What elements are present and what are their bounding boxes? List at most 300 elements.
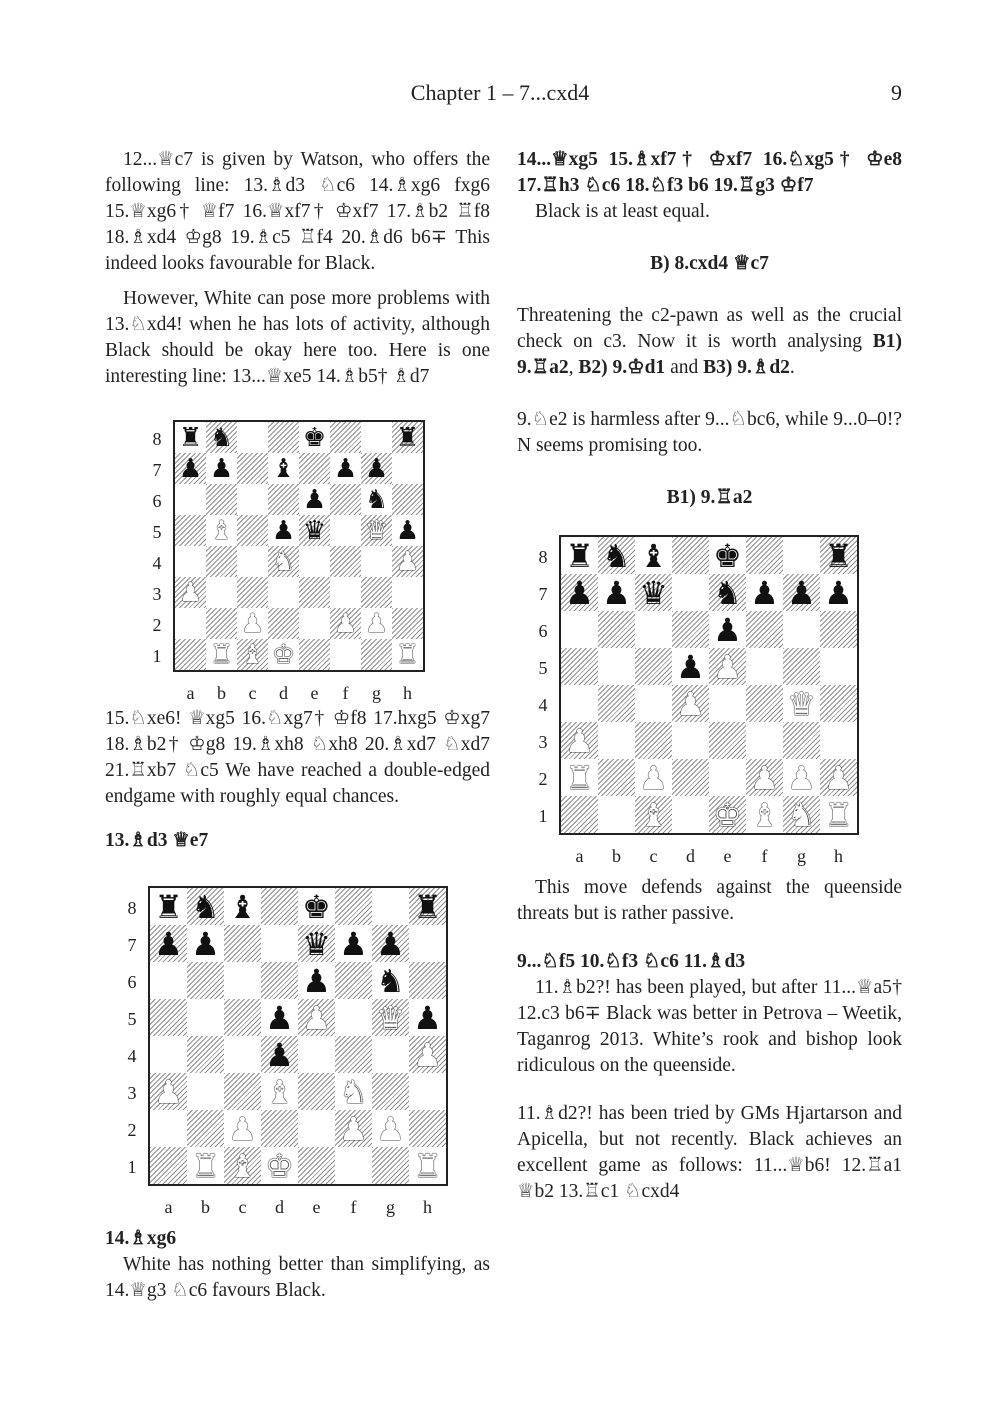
- black-pawn-icon: ♟: [787, 573, 816, 612]
- rank-label: 8: [538, 546, 548, 567]
- chess-board: [148, 886, 448, 1186]
- black-pawn-icon: ♟: [265, 998, 294, 1037]
- white-bishop-icon: ♝: [240, 639, 265, 670]
- file-label: a: [575, 846, 584, 866]
- board-square-b6: [187, 962, 224, 999]
- board-square-g7: [361, 453, 392, 484]
- file-label: d: [275, 1197, 284, 1217]
- board-square-f4: [746, 685, 783, 722]
- board-square-b4: [598, 685, 635, 722]
- board-square-d3: [268, 577, 299, 608]
- file-label: c: [238, 1197, 247, 1217]
- white-bishop-icon: ♝: [209, 515, 234, 546]
- board-square-h5: [820, 648, 857, 685]
- board-square-f7: [746, 574, 783, 611]
- board-square-g2: [372, 1110, 409, 1147]
- board-square-d8: [261, 888, 298, 925]
- board-square-c6: [237, 484, 268, 515]
- board-square-b3: [206, 577, 237, 608]
- separator: and: [665, 357, 704, 378]
- black-pawn-icon: ♟: [713, 610, 742, 649]
- black-pawn-icon: ♟: [154, 924, 183, 963]
- black-pawn-icon: ♟: [271, 515, 296, 546]
- white-king-icon: ♚: [271, 639, 296, 670]
- chapter-title: Chapter 1 – 7...cxd4: [410, 80, 590, 105]
- board-square-h2: [820, 759, 857, 796]
- white-pawn-icon: ♟: [676, 684, 705, 723]
- black-pawn-icon: ♟: [750, 573, 779, 612]
- board-square-c1: [224, 1147, 261, 1184]
- board-square-c4: [635, 685, 672, 722]
- paragraph: Black is at least equal.: [535, 201, 710, 222]
- board-square-g8: [361, 422, 392, 453]
- board-square-h5: [392, 515, 423, 546]
- black-pawn-icon: ♟: [209, 453, 234, 484]
- board-square-e8: [298, 888, 335, 925]
- board-square-e4: [299, 546, 330, 577]
- rank-label: 5: [127, 1008, 137, 1029]
- board-square-a4: [150, 1036, 187, 1073]
- board-square-c6: [224, 962, 261, 999]
- black-queen-icon: ♛: [302, 515, 327, 546]
- black-rook-icon: ♜: [413, 887, 442, 926]
- board-square-e1: [709, 796, 746, 833]
- board-square-h1: [820, 796, 857, 833]
- white-pawn-icon: ♟: [339, 1109, 368, 1148]
- board-square-h8: [392, 422, 423, 453]
- paragraph-text: Threatening the c2-pawn as well as the crucial check on c3. Now it is worth analysing: [517, 305, 902, 352]
- white-pawn-icon: ♟: [376, 1109, 405, 1148]
- board-square-c2: [635, 759, 672, 796]
- board-square-h3: [820, 722, 857, 759]
- board-square-c5: [635, 648, 672, 685]
- board-square-e3: [299, 577, 330, 608]
- board-square-f6: [335, 962, 372, 999]
- chess-board: [173, 420, 425, 672]
- board-square-a7: [561, 574, 598, 611]
- rank-label: 2: [127, 1119, 137, 1140]
- file-label: b: [217, 683, 226, 703]
- board-square-g8: [783, 537, 820, 574]
- board-square-b4: [187, 1036, 224, 1073]
- board-square-d6: [268, 484, 299, 515]
- white-rook-icon: ♜: [565, 758, 594, 797]
- board-square-a1: [175, 639, 206, 670]
- move-heading: 13.♗d3 ♕e7: [105, 830, 209, 851]
- board-square-f1: [746, 796, 783, 833]
- chess-diagram-2: [105, 868, 490, 1226]
- board-square-d2: [261, 1110, 298, 1147]
- board-square-c5: [224, 999, 261, 1036]
- board-square-h2: [392, 608, 423, 639]
- paragraph: 11.♗d2?! has been tried by GMs Hjartarson and Apicella, but not recently. Black achieves an excellent game as follows: 11...♕b6! 12.♖a1 ♕b2 13.♖c1 ♘cxd4: [517, 1103, 902, 1202]
- rank-label: 7: [127, 934, 137, 955]
- board-square-c3: [635, 722, 672, 759]
- black-pawn-icon: ♟: [676, 647, 705, 686]
- black-pawn-icon: ♟: [376, 924, 405, 963]
- variation-ref-b3: B3) 9.♗d2: [703, 357, 790, 378]
- board-square-d7: [672, 574, 709, 611]
- white-queen-icon: ♛: [364, 515, 389, 546]
- rank-label: 1: [152, 645, 162, 666]
- board-square-d3: [261, 1073, 298, 1110]
- board-square-a3: [561, 722, 598, 759]
- rank-label: 8: [152, 428, 162, 449]
- subsection-heading: B1) 9.♖a2: [666, 487, 753, 508]
- board-square-a5: [561, 648, 598, 685]
- board-square-g4: [361, 546, 392, 577]
- white-pawn-icon: ♟: [240, 608, 265, 639]
- white-knight-icon: ♞: [271, 546, 296, 577]
- board-square-h6: [392, 484, 423, 515]
- black-king-icon: ♚: [713, 536, 742, 575]
- board-square-f8: [330, 422, 361, 453]
- paragraph: However, White can pose more problems with 13.♘xd4! when he has lots of activity, although Black should be okay here too. Here is one interesting line: 13...♕xe5 14.♗b5† ♗d7: [105, 288, 490, 387]
- board-square-a5: [150, 999, 187, 1036]
- board-square-g3: [361, 577, 392, 608]
- file-label: d: [686, 846, 695, 866]
- board-square-g1: [361, 639, 392, 670]
- board-square-c3: [224, 1073, 261, 1110]
- board-square-f8: [335, 888, 372, 925]
- rank-label: 2: [538, 768, 548, 789]
- board-square-b5: [206, 515, 237, 546]
- page-number: 9: [891, 80, 902, 105]
- black-pawn-icon: ♟: [602, 573, 631, 612]
- board-square-c7: [224, 925, 261, 962]
- board-square-e6: [299, 484, 330, 515]
- board-square-b6: [598, 611, 635, 648]
- variation-ref-b1: B1) 9.♖a2: [517, 331, 902, 378]
- board-square-d4: [672, 685, 709, 722]
- board-square-a1: [561, 796, 598, 833]
- black-knight-icon: ♞: [209, 422, 234, 453]
- black-rook-icon: ♜: [395, 422, 420, 453]
- black-rook-icon: ♜: [154, 887, 183, 926]
- white-pawn-icon: ♟: [750, 758, 779, 797]
- board-square-f3: [746, 722, 783, 759]
- board-square-h3: [409, 1073, 446, 1110]
- white-pawn-icon: ♟: [302, 998, 331, 1037]
- board-square-c6: [635, 611, 672, 648]
- board-square-d1: [261, 1147, 298, 1184]
- board-square-e1: [299, 639, 330, 670]
- rank-label: 7: [538, 583, 548, 604]
- board-square-a1: [150, 1147, 187, 1184]
- white-pawn-icon: ♟: [154, 1072, 183, 1111]
- board-square-a8: [561, 537, 598, 574]
- board-square-g3: [372, 1073, 409, 1110]
- board-square-b5: [187, 999, 224, 1036]
- board-square-f8: [746, 537, 783, 574]
- board-square-f2: [746, 759, 783, 796]
- white-pawn-icon: ♟: [333, 608, 358, 639]
- file-label: g: [797, 846, 806, 866]
- white-pawn-icon: ♟: [565, 721, 594, 760]
- rank-label: 3: [538, 731, 548, 752]
- board-square-f3: [330, 577, 361, 608]
- board-square-f5: [746, 648, 783, 685]
- rank-label: 8: [127, 897, 137, 918]
- board-square-f2: [335, 1110, 372, 1147]
- file-label: e: [312, 1197, 321, 1217]
- page-header: [0, 80, 1000, 110]
- white-pawn-icon: ♟: [639, 758, 668, 797]
- left-column: [105, 147, 490, 1304]
- board-square-a2: [175, 608, 206, 639]
- white-king-icon: ♚: [265, 1146, 294, 1185]
- board-square-a2: [561, 759, 598, 796]
- black-bishop-icon: ♝: [228, 887, 257, 926]
- rank-label: 5: [538, 657, 548, 678]
- board-square-a5: [175, 515, 206, 546]
- board-square-f4: [335, 1036, 372, 1073]
- rank-label: 1: [127, 1156, 137, 1177]
- board-square-h3: [392, 577, 423, 608]
- board-square-e5: [298, 999, 335, 1036]
- board-square-c3: [237, 577, 268, 608]
- board-square-b7: [187, 925, 224, 962]
- white-pawn-icon: ♟: [364, 608, 389, 639]
- board-square-a6: [150, 962, 187, 999]
- board-square-e2: [298, 1110, 335, 1147]
- white-bishop-icon: ♝: [639, 795, 668, 834]
- board-square-e7: [298, 925, 335, 962]
- file-label: e: [310, 683, 319, 703]
- white-pawn-icon: ♟: [824, 758, 853, 797]
- black-pawn-icon: ♟: [265, 1035, 294, 1074]
- white-rook-icon: ♜: [209, 639, 234, 670]
- board-square-f4: [330, 546, 361, 577]
- board-square-a8: [175, 422, 206, 453]
- paragraph: 11.♗b2?! has been played, but after 11...♕a5† 12.c3 b6∓ Black was better in Petrova – Weetik, Taganrog 2013. White’s rook and bishop look ridiculous on the queenside.: [517, 977, 902, 1076]
- black-rook-icon: ♜: [178, 422, 203, 453]
- move-heading: 9...♘f5 10.♘f3 ♘c6 11.♗d3: [517, 951, 746, 972]
- black-pawn-icon: ♟: [395, 515, 420, 546]
- board-square-b3: [187, 1073, 224, 1110]
- board-square-e2: [299, 608, 330, 639]
- rank-label: 6: [152, 490, 162, 511]
- board-square-g7: [372, 925, 409, 962]
- board-square-e4: [298, 1036, 335, 1073]
- board-square-d4: [261, 1036, 298, 1073]
- board-square-a4: [561, 685, 598, 722]
- chess-board: [559, 535, 859, 835]
- white-bishop-icon: ♝: [265, 1072, 294, 1111]
- board-square-b5: [598, 648, 635, 685]
- board-square-c7: [237, 453, 268, 484]
- chess-diagram-3: [517, 521, 902, 875]
- board-square-d8: [672, 537, 709, 574]
- rank-label: 5: [152, 521, 162, 542]
- board-square-c8: [635, 537, 672, 574]
- black-knight-icon: ♞: [376, 961, 405, 1000]
- board-square-d6: [672, 611, 709, 648]
- board-square-d6: [261, 962, 298, 999]
- rank-label: 4: [152, 552, 162, 573]
- board-square-h5: [409, 999, 446, 1036]
- file-label: e: [723, 846, 732, 866]
- file-label: g: [386, 1197, 395, 1217]
- black-pawn-icon: ♟: [413, 998, 442, 1037]
- white-pawn-icon: ♟: [228, 1109, 257, 1148]
- black-pawn-icon: ♟: [333, 453, 358, 484]
- black-pawn-icon: ♟: [191, 924, 220, 963]
- board-square-a2: [150, 1110, 187, 1147]
- white-queen-icon: ♛: [376, 998, 405, 1037]
- board-square-c4: [224, 1036, 261, 1073]
- board-square-a6: [175, 484, 206, 515]
- board-square-e7: [709, 574, 746, 611]
- board-square-g4: [783, 685, 820, 722]
- board-square-e5: [299, 515, 330, 546]
- board-square-b1: [598, 796, 635, 833]
- board-square-h6: [820, 611, 857, 648]
- board-square-g6: [783, 611, 820, 648]
- rank-label: 7: [152, 459, 162, 480]
- board-square-e6: [298, 962, 335, 999]
- board-square-a3: [175, 577, 206, 608]
- paragraph: 15.♘xe6! ♕xg5 16.♘xg7† ♔f8 17.hxg5 ♔xg7 18.♗b2† ♔g8 19.♗xh8 ♘xh8 20.♗xd7 ♘xd7 21.♖xb7 ♘c5 We have reached a double-edged endgame with roughly equal chances.: [105, 708, 490, 807]
- black-knight-icon: ♞: [364, 484, 389, 515]
- board-square-f7: [335, 925, 372, 962]
- white-rook-icon: ♜: [413, 1146, 442, 1185]
- file-label: f: [342, 683, 349, 703]
- paragraph: White has nothing better than simplifying, as 14.♕g3 ♘c6 favours Black.: [105, 1254, 490, 1301]
- board-square-a7: [150, 925, 187, 962]
- paragraph: [517, 303, 902, 381]
- board-square-h1: [409, 1147, 446, 1184]
- board-square-c5: [237, 515, 268, 546]
- black-queen-icon: ♛: [639, 573, 668, 612]
- board-square-f5: [335, 999, 372, 1036]
- board-square-c1: [237, 639, 268, 670]
- board-square-e7: [299, 453, 330, 484]
- white-rook-icon: ♜: [191, 1146, 220, 1185]
- board-square-d7: [261, 925, 298, 962]
- move-heading: 14...♕xg5 15.♗xf7† ♔xf7 16.♘xg5† ♔e8 17.♖h3 ♘c6 18.♘f3 b6 19.♖g3 ♔f7: [517, 149, 902, 196]
- board-square-d2: [672, 759, 709, 796]
- black-bishop-icon: ♝: [639, 536, 668, 575]
- board-square-e6: [709, 611, 746, 648]
- board-square-h4: [820, 685, 857, 722]
- black-knight-icon: ♞: [191, 887, 220, 926]
- white-bishop-icon: ♝: [750, 795, 779, 834]
- board-square-c8: [237, 422, 268, 453]
- board-square-f2: [330, 608, 361, 639]
- board-square-h4: [409, 1036, 446, 1073]
- file-label: c: [649, 846, 658, 866]
- file-label: h: [403, 683, 412, 703]
- file-label: a: [186, 683, 195, 703]
- board-square-h6: [409, 962, 446, 999]
- board-square-d1: [672, 796, 709, 833]
- black-rook-icon: ♜: [565, 536, 594, 575]
- black-rook-icon: ♜: [824, 536, 853, 575]
- board-square-c2: [224, 1110, 261, 1147]
- white-pawn-icon: ♟: [413, 1035, 442, 1074]
- black-pawn-icon: ♟: [364, 453, 389, 484]
- rank-label: 1: [538, 805, 548, 826]
- board-square-e1: [298, 1147, 335, 1184]
- board-square-f1: [330, 639, 361, 670]
- right-column: [517, 147, 902, 1205]
- board-square-d3: [672, 722, 709, 759]
- file-label: h: [423, 1197, 432, 1217]
- white-queen-icon: ♛: [787, 684, 816, 723]
- black-knight-icon: ♞: [602, 536, 631, 575]
- black-bishop-icon: ♝: [271, 453, 296, 484]
- board-square-b3: [598, 722, 635, 759]
- board-square-g1: [783, 796, 820, 833]
- rank-label: 4: [538, 694, 548, 715]
- board-square-g6: [361, 484, 392, 515]
- paragraph: 12...♕c7 is given by Watson, who offers the following line: 13.♗d3 ♘c6 14.♗xg6 fxg6 15.♕xg6† ♕f7 16.♕xf7† ♔xf7 17.♗b2 ♖f8 18.♗xd4 ♔g8 19.♗c5 ♖f4 20.♗d6 b6∓ This indeed looks favourable for Black.: [105, 149, 490, 274]
- board-square-h7: [392, 453, 423, 484]
- board-square-d8: [268, 422, 299, 453]
- board-square-f3: [335, 1073, 372, 1110]
- black-pawn-icon: ♟: [178, 453, 203, 484]
- board-square-g8: [372, 888, 409, 925]
- board-square-d2: [268, 608, 299, 639]
- board-square-f7: [330, 453, 361, 484]
- board-square-f6: [746, 611, 783, 648]
- board-square-b7: [206, 453, 237, 484]
- rank-label: 4: [127, 1045, 137, 1066]
- file-label: b: [201, 1197, 210, 1217]
- board-square-h1: [392, 639, 423, 670]
- board-square-h8: [820, 537, 857, 574]
- board-square-b8: [206, 422, 237, 453]
- paragraph: This move defends against the queenside threats but is rather passive.: [517, 877, 902, 924]
- board-square-g2: [783, 759, 820, 796]
- board-square-h7: [820, 574, 857, 611]
- board-square-g2: [361, 608, 392, 639]
- file-label: d: [279, 683, 288, 703]
- file-label: c: [248, 683, 257, 703]
- rank-label: 6: [538, 620, 548, 641]
- board-square-a7: [175, 453, 206, 484]
- file-label: f: [350, 1197, 357, 1217]
- period: .: [789, 357, 795, 378]
- file-label: b: [612, 846, 621, 866]
- rank-label: 6: [127, 971, 137, 992]
- board-square-b8: [187, 888, 224, 925]
- file-label: g: [372, 683, 381, 703]
- board-square-d5: [268, 515, 299, 546]
- black-pawn-icon: ♟: [565, 573, 594, 612]
- board-square-g5: [372, 999, 409, 1036]
- board-square-a3: [150, 1073, 187, 1110]
- board-square-d1: [268, 639, 299, 670]
- white-pawn-icon: ♟: [178, 577, 203, 608]
- white-pawn-icon: ♟: [395, 546, 420, 577]
- board-square-e8: [299, 422, 330, 453]
- white-pawn-icon: ♟: [713, 647, 742, 686]
- black-pawn-icon: ♟: [302, 961, 331, 1000]
- board-square-d5: [261, 999, 298, 1036]
- white-rook-icon: ♜: [395, 639, 420, 670]
- file-label: f: [761, 846, 768, 866]
- board-square-d7: [268, 453, 299, 484]
- board-square-h2: [409, 1110, 446, 1147]
- board-square-e3: [709, 722, 746, 759]
- board-square-g6: [372, 962, 409, 999]
- board-square-g5: [783, 648, 820, 685]
- board-square-c8: [224, 888, 261, 925]
- black-queen-icon: ♛: [302, 924, 331, 963]
- black-knight-icon: ♞: [713, 573, 742, 612]
